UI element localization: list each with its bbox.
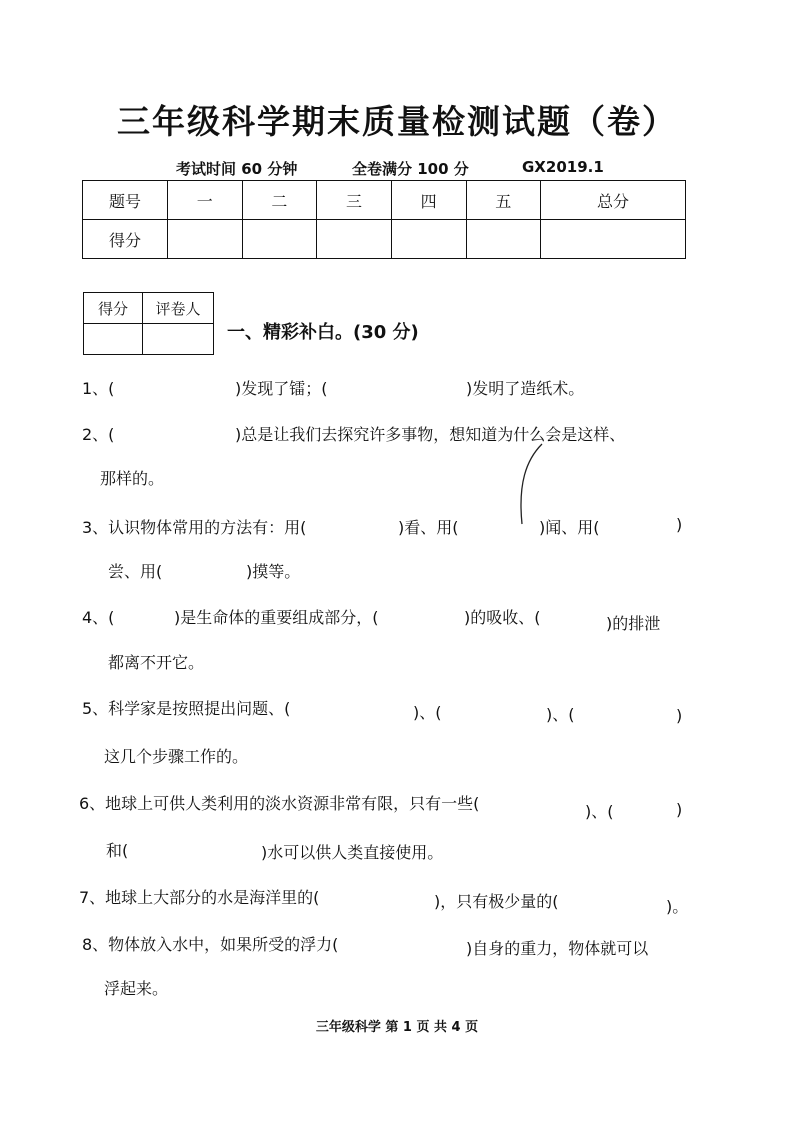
q8-line2: 浮起来。 xyxy=(104,979,169,998)
q3-text-d: ) xyxy=(676,515,683,534)
q3-text-a: 3、认识物体常用的方法有：用( xyxy=(82,518,307,537)
exam-code: GX2019.1 xyxy=(522,158,604,176)
q3-line2-b: )摸等。 xyxy=(246,562,301,581)
q4-text-c: )的排泄 xyxy=(606,614,661,633)
q5-text-d: ) xyxy=(676,706,683,725)
header-cell: 二 xyxy=(242,181,317,220)
q8-text-b: )自身的重力，物体就可以 xyxy=(466,939,649,958)
header-cell: 三 xyxy=(317,181,392,220)
q5-text-b: )、( xyxy=(413,703,442,722)
page-title: 三年级科学期末质量检测试题（卷） xyxy=(117,102,677,141)
q3-text-c: )闻、用( xyxy=(539,518,600,537)
score-cell[interactable] xyxy=(541,220,686,259)
q6-line2-b: )水可以供人类直接使用。 xyxy=(261,843,444,862)
q4-text-a: )是生命体的重要组成部分，( xyxy=(174,608,379,627)
q3-text-b: )看、用( xyxy=(398,518,459,537)
q8-text-a: 8、物体放入水中，如果所受的浮力( xyxy=(82,935,339,954)
q1-num: 1、( xyxy=(82,379,115,398)
row-label: 得分 xyxy=(83,220,168,259)
header-cell: 总分 xyxy=(541,181,686,220)
q7-text-a: 7、地球上大部分的水是海洋里的( xyxy=(79,888,320,907)
q5-line2: 这几个步骤工作的。 xyxy=(104,747,249,766)
section-title: 一、精彩补白。(30 分) xyxy=(227,322,419,343)
q1-text-a: )发现了镭；( xyxy=(235,379,328,398)
q2-line2: 那样的。 xyxy=(100,469,165,488)
score-table-score-row xyxy=(83,220,686,259)
q4-text-b: )的吸收、( xyxy=(464,608,541,627)
score-table-header-row xyxy=(83,181,686,220)
header-cell: 一 xyxy=(168,181,243,220)
q6-line2-a: 和( xyxy=(106,841,129,860)
page-footer: 三年级科学 第 1 页 共 4 页 xyxy=(315,1020,479,1035)
grader-score-label: 得分 xyxy=(84,293,143,324)
q5-text-c: )、( xyxy=(546,705,575,724)
score-cell[interactable] xyxy=(168,220,243,259)
q6-text-b: )、( xyxy=(585,802,614,821)
q2-text-a: )总是让我们去探究许多事物，想知道为什么会是这样、 xyxy=(235,425,626,444)
q1-text-b: )发明了造纸术。 xyxy=(466,379,585,398)
header-cell: 题号 xyxy=(83,181,168,220)
score-cell[interactable] xyxy=(242,220,317,259)
score-cell[interactable] xyxy=(391,220,466,259)
score-cell[interactable] xyxy=(466,220,541,259)
grader-score-cell[interactable] xyxy=(84,324,143,355)
header-cell: 四 xyxy=(391,181,466,220)
q5-text-a: 5、科学家是按照提出问题、( xyxy=(82,699,291,718)
score-cell[interactable] xyxy=(317,220,392,259)
q2-num: 2、( xyxy=(82,425,115,444)
score-table xyxy=(82,180,686,259)
exam-time: 考试时间 60 分钟 xyxy=(176,160,298,178)
q3-line2-a: 尝、用( xyxy=(108,562,163,581)
q7-text-b: )，只有极少量的( xyxy=(434,892,559,911)
grader-table xyxy=(83,292,214,355)
grader-name-label: 评卷人 xyxy=(143,293,214,324)
header-cell: 五 xyxy=(466,181,541,220)
q4-num: 4、( xyxy=(82,608,115,627)
q7-text-c: )。 xyxy=(666,897,689,916)
q6-text-c: ) xyxy=(676,800,683,819)
q4-line2: 都离不开它。 xyxy=(108,653,205,672)
q6-text-a: 6、地球上可供人类利用的淡水资源非常有限，只有一些( xyxy=(79,794,480,813)
full-score: 全卷满分 100 分 xyxy=(352,160,469,178)
grader-name-cell[interactable] xyxy=(143,324,214,355)
